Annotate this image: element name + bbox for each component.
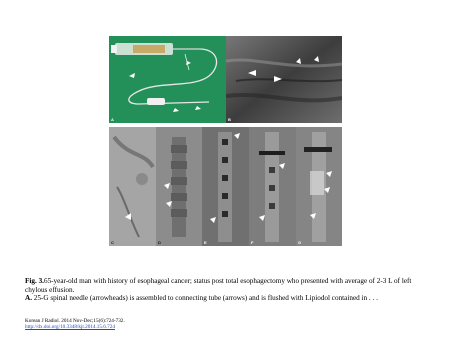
figure-panel-f (249, 127, 296, 246)
doi-link[interactable]: http://dx.doi.org/10.3348/kjr.2014.15.6.724 (25, 324, 115, 331)
radiograph-g (296, 127, 342, 246)
figure-label: Fig. 3. (25, 277, 44, 285)
syringe-tube-photo (109, 36, 226, 123)
fluoroscopy-image (226, 36, 342, 123)
citation (25, 318, 325, 331)
panel-label-a: A (111, 117, 114, 122)
panel-label-e: E (204, 240, 207, 245)
panel-a-label: A. (25, 294, 32, 303)
radiograph-e (202, 127, 249, 246)
journal-reference: Korean J Radiol. 2014 Nov-Dec;15(6):724-732. (25, 318, 125, 324)
figure-description: 65-year-old man with history of esophageal cancer; status post total esophagectomy who presented with average of 2-3 L of left chylous effusion. (25, 277, 412, 294)
panel-a-description: 25-G spinal needle (arrowheads) is assembled to connecting tube (arrows) and is flushed with Lipiodol contained in . . . (32, 294, 378, 303)
panel-label-c: C (111, 240, 114, 245)
radiograph-f (249, 127, 296, 246)
figure-panel-e (202, 127, 249, 246)
figure-panel-b (226, 36, 342, 123)
figure-panel-a (109, 36, 226, 123)
figure-panel-d (156, 127, 202, 246)
figure-panel-g (296, 127, 342, 246)
panel-label-g: G (298, 240, 302, 245)
figure-panel-c (109, 127, 156, 246)
panel-label-f: F (251, 240, 254, 245)
radiograph-d (156, 127, 202, 246)
panel-label-b: B (228, 117, 231, 122)
radiograph-c (109, 127, 156, 246)
figure-caption (25, 277, 425, 303)
panel-label-d: D (158, 240, 161, 245)
